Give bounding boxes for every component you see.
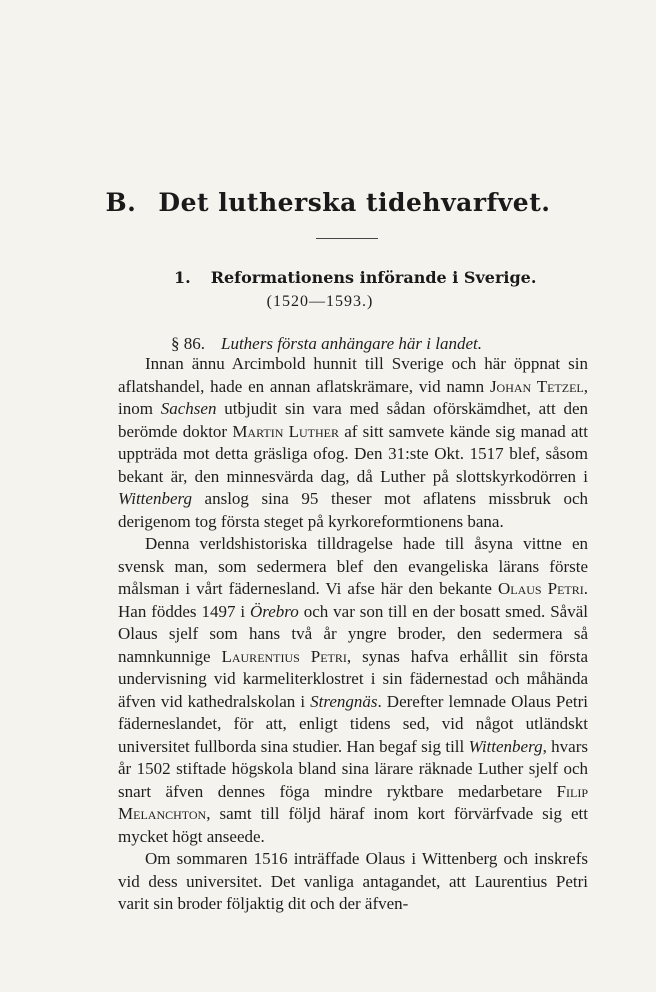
- text-run: Om sommaren 1516 inträffade Olaus i Wittenberg och inskrefs vid dess universitet. Det vanliga antagandet, att Laurentius Petri varit sin broder följaktig dit och der äfven-: [118, 849, 588, 913]
- proper-name: Filip Melanchton: [118, 781, 588, 823]
- section-letter: B.: [105, 188, 137, 217]
- subsection-title: [174, 268, 536, 287]
- section-title-text: Det lutherska tidehvarfvet.: [158, 188, 551, 217]
- proper-name: Olaus Petri: [497, 579, 584, 598]
- text-run: . Han föddes 1497 i: [118, 579, 588, 621]
- text-run: , inom: [118, 376, 588, 418]
- text-run: och var son till en der bosatt smed. Såväl Olaus sjelf som hans två år yngre broder, den sedermera så namnkunnige: [118, 601, 588, 666]
- text-run: , synas hafva erhållit sin första undervisning vid karmeliterklostret i sin fädernestad och måhända äfven vid kathedralskolan i: [118, 646, 589, 711]
- proper-name: Martin Luther: [232, 421, 339, 441]
- proper-name: Laurentius Petri: [221, 646, 347, 666]
- body-paragraph: [118, 353, 588, 533]
- italic-text: Wittenberg: [118, 489, 192, 508]
- body-paragraph: [118, 533, 588, 848]
- text-run: , samt till följd häraf inom kort förvärfvade sig ett mycket högt anseede.: [118, 804, 588, 846]
- text-run: af sitt samvete kände sig manad att uppträda mot detta gräsliga ofog. Den 31:ste Okt. 1517 blef, såsom bekant är, den minnesvärda dag, då Luther på slottskyrkodörren i: [118, 421, 588, 486]
- text-run: , hvars år 1502 stiftade högskola bland sina lärare räknade Luther sjelf och snart äfven dennes föga mindre ryktbare medarbetare: [118, 736, 588, 801]
- title-divider: [316, 238, 378, 239]
- text-run: utbjudit sin vara med sådan oförskämdhet, att den berömde doktor: [118, 399, 588, 441]
- paragraph-heading-title: Luthers första anhängare här i landet.: [221, 334, 482, 353]
- section-title: [0, 188, 656, 217]
- text-run: Denna verldshistoriska tilldragelse hade till åsyna vittne en svensk man, som sedermera blef den evangeliska lärans förste målsman i vårt fädernesland. Vi afse här den bekante: [118, 534, 588, 598]
- subsection-number: 1.: [174, 268, 191, 287]
- italic-text: Örebro: [250, 601, 299, 621]
- italic-text: Wittenberg: [468, 736, 543, 756]
- text-run: Innan ännu Arcimbold hunnit till Sverige och här öppnat sin aflatshandel, hade en annan aflatskrämare, vid namn: [118, 354, 588, 396]
- italic-text: Sachsen: [160, 399, 217, 418]
- paragraph-heading: [171, 334, 482, 354]
- text-run: anslog sina 95 theser mot aflatens missbruk och derigenom tog första steget på kyrkoreformtionens bana.: [118, 489, 588, 531]
- proper-name: Johan Tetzel: [489, 376, 584, 396]
- subsection-years: (1520—1593.): [266, 293, 374, 310]
- subsection-title-text: Reformationens införande i Sverige.: [210, 268, 537, 287]
- body-paragraph: [118, 848, 588, 916]
- text-run: . Derefter lemnade Olaus Petri fäderneslandet, för att, enligt tidens sed, vid något utländskt universitet fullborda sina studier. Han begaf sig till: [118, 691, 588, 756]
- italic-text: Strengnäs: [310, 691, 378, 711]
- paragraph-number: § 86.: [171, 334, 205, 353]
- body-text: [118, 353, 588, 916]
